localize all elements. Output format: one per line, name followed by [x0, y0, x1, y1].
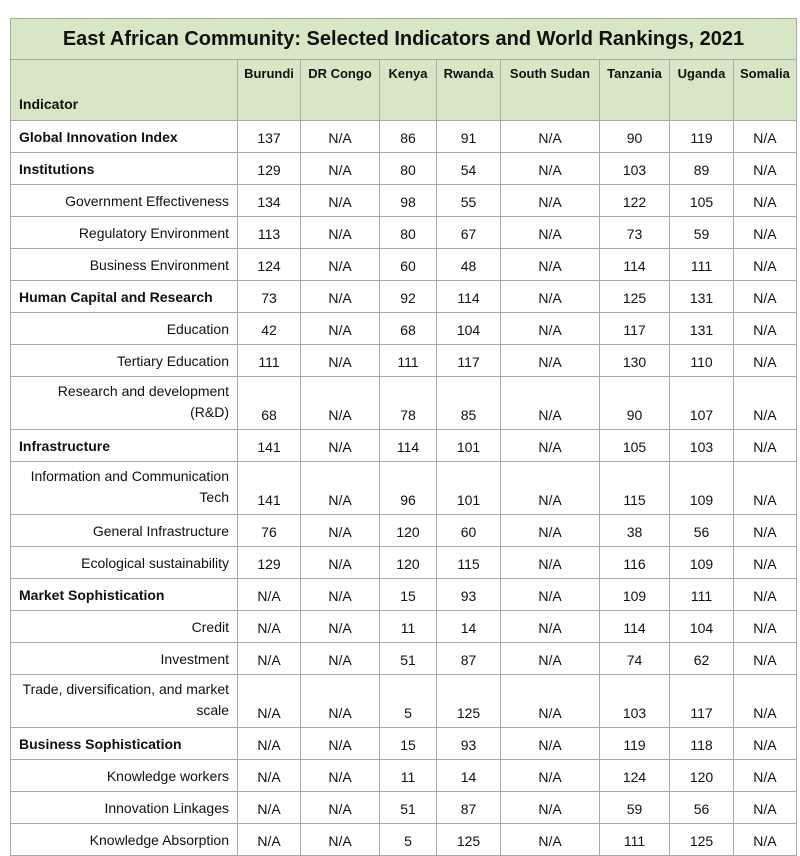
rank-cell: N/A [734, 824, 797, 856]
rank-cell: 60 [437, 515, 501, 547]
rank-cell: N/A [238, 760, 301, 792]
rank-cell: 91 [437, 121, 501, 153]
rank-cell: 101 [437, 462, 501, 515]
category-label: Global Innovation Index [11, 121, 238, 153]
rankings-table [10, 18, 797, 856]
rank-cell: 114 [600, 611, 670, 643]
rank-cell: N/A [501, 430, 600, 462]
rank-cell: N/A [238, 579, 301, 611]
table-row [11, 185, 797, 217]
rank-cell: N/A [301, 675, 380, 728]
rank-cell: N/A [734, 643, 797, 675]
rank-cell: 117 [600, 313, 670, 345]
table-row [11, 462, 797, 515]
table-row [11, 377, 797, 430]
rank-cell: 56 [670, 515, 734, 547]
indicator-label: Knowledge workers [11, 760, 238, 792]
rank-cell: N/A [501, 824, 600, 856]
rank-cell: 38 [600, 515, 670, 547]
rank-cell: 114 [380, 430, 437, 462]
rank-cell: N/A [734, 121, 797, 153]
table-row [11, 217, 797, 249]
rank-cell: 105 [600, 430, 670, 462]
rank-cell: 14 [437, 760, 501, 792]
rank-cell: N/A [501, 345, 600, 377]
rank-cell: 118 [670, 728, 734, 760]
rank-cell: 62 [670, 643, 734, 675]
rank-cell: N/A [301, 430, 380, 462]
rank-cell: 101 [437, 430, 501, 462]
indicator-label: General Infrastructure [11, 515, 238, 547]
rank-cell: 109 [600, 579, 670, 611]
table-row [11, 547, 797, 579]
column-header-dr-congo: DR Congo [301, 60, 380, 121]
rank-cell: N/A [734, 462, 797, 515]
rank-cell: 5 [380, 675, 437, 728]
rank-cell: N/A [301, 121, 380, 153]
rank-cell: 104 [670, 611, 734, 643]
rank-cell: 15 [380, 728, 437, 760]
rank-cell: N/A [734, 579, 797, 611]
rank-cell: 130 [600, 345, 670, 377]
rank-cell: N/A [501, 249, 600, 281]
rank-cell: N/A [734, 281, 797, 313]
rank-cell: 15 [380, 579, 437, 611]
category-label: Business Sophistication [11, 728, 238, 760]
column-header-uganda: Uganda [670, 60, 734, 121]
rank-cell: N/A [734, 675, 797, 728]
rank-cell: N/A [238, 792, 301, 824]
rank-cell: 134 [238, 185, 301, 217]
category-row [11, 430, 797, 462]
rank-cell: N/A [501, 579, 600, 611]
rank-cell: 124 [600, 760, 670, 792]
rank-cell: 103 [600, 153, 670, 185]
rank-cell: 78 [380, 377, 437, 430]
rank-cell: N/A [501, 643, 600, 675]
column-header-burundi: Burundi [238, 60, 301, 121]
rank-cell: 73 [600, 217, 670, 249]
rank-cell: N/A [301, 313, 380, 345]
rank-cell: N/A [734, 728, 797, 760]
table-row [11, 515, 797, 547]
rankings-table-container [10, 18, 797, 856]
category-row [11, 728, 797, 760]
rank-cell: 90 [600, 121, 670, 153]
rank-cell: N/A [238, 728, 301, 760]
table-row [11, 675, 797, 728]
rank-cell: 109 [670, 547, 734, 579]
rank-cell: 98 [380, 185, 437, 217]
rank-cell: N/A [238, 824, 301, 856]
rank-cell: 42 [238, 313, 301, 345]
rank-cell: 87 [437, 643, 501, 675]
category-row [11, 579, 797, 611]
rank-cell: N/A [501, 611, 600, 643]
rank-cell: N/A [301, 249, 380, 281]
rank-cell: N/A [734, 547, 797, 579]
category-row [11, 121, 797, 153]
rank-cell: 117 [437, 345, 501, 377]
rank-cell: 5 [380, 824, 437, 856]
rank-cell: 92 [380, 281, 437, 313]
rank-cell: 113 [238, 217, 301, 249]
rank-cell: 120 [380, 547, 437, 579]
indicator-label: Credit [11, 611, 238, 643]
rank-cell: N/A [734, 792, 797, 824]
indicator-label: Innovation Linkages [11, 792, 238, 824]
rank-cell: N/A [301, 185, 380, 217]
rank-cell: N/A [301, 153, 380, 185]
table-row [11, 643, 797, 675]
rank-cell: N/A [501, 217, 600, 249]
column-header-kenya: Kenya [380, 60, 437, 121]
table-row [11, 760, 797, 792]
rank-cell: N/A [501, 377, 600, 430]
rank-cell: 114 [437, 281, 501, 313]
indicator-label: Research and development (R&D) [11, 377, 238, 430]
rank-cell: N/A [301, 547, 380, 579]
category-label: Market Sophistication [11, 579, 238, 611]
table-row [11, 792, 797, 824]
table-row [11, 313, 797, 345]
rank-cell: 114 [600, 249, 670, 281]
rank-cell: 117 [670, 675, 734, 728]
rank-cell: 55 [437, 185, 501, 217]
rank-cell: 51 [380, 792, 437, 824]
column-header-row [11, 60, 797, 121]
table-row [11, 345, 797, 377]
rank-cell: N/A [301, 792, 380, 824]
indicator-label: Information and Communication Tech [11, 462, 238, 515]
rank-cell: N/A [238, 643, 301, 675]
rank-cell: N/A [501, 547, 600, 579]
rank-cell: 54 [437, 153, 501, 185]
rank-cell: N/A [501, 675, 600, 728]
rank-cell: N/A [238, 675, 301, 728]
rank-cell: 96 [380, 462, 437, 515]
column-header-rwanda: Rwanda [437, 60, 501, 121]
rank-cell: 111 [670, 249, 734, 281]
rank-cell: N/A [501, 760, 600, 792]
rank-cell: 125 [437, 824, 501, 856]
rank-cell: N/A [734, 515, 797, 547]
rank-cell: N/A [734, 760, 797, 792]
rank-cell: 115 [437, 547, 501, 579]
rank-cell: 125 [670, 824, 734, 856]
table-row [11, 249, 797, 281]
rank-cell: N/A [301, 728, 380, 760]
rank-cell: N/A [301, 345, 380, 377]
column-header-indicator: Indicator [11, 60, 238, 121]
rank-cell: 80 [380, 217, 437, 249]
rank-cell: 76 [238, 515, 301, 547]
category-label: Infrastructure [11, 430, 238, 462]
rank-cell: 93 [437, 579, 501, 611]
rank-cell: N/A [501, 313, 600, 345]
category-row [11, 281, 797, 313]
rank-cell: 11 [380, 760, 437, 792]
rank-cell: N/A [301, 281, 380, 313]
rank-cell: N/A [301, 824, 380, 856]
rank-cell: 89 [670, 153, 734, 185]
rank-cell: N/A [734, 249, 797, 281]
rank-cell: 87 [437, 792, 501, 824]
rank-cell: N/A [734, 611, 797, 643]
rank-cell: 80 [380, 153, 437, 185]
rank-cell: 111 [670, 579, 734, 611]
rank-cell: 11 [380, 611, 437, 643]
rank-cell: 141 [238, 430, 301, 462]
rank-cell: 110 [670, 345, 734, 377]
rank-cell: 85 [437, 377, 501, 430]
rank-cell: 120 [380, 515, 437, 547]
rank-cell: 109 [670, 462, 734, 515]
rank-cell: N/A [238, 611, 301, 643]
rank-cell: 115 [600, 462, 670, 515]
rank-cell: 51 [380, 643, 437, 675]
rank-cell: 86 [380, 121, 437, 153]
rank-cell: 120 [670, 760, 734, 792]
rank-cell: 68 [238, 377, 301, 430]
rank-cell: 137 [238, 121, 301, 153]
rank-cell: 60 [380, 249, 437, 281]
table-row [11, 611, 797, 643]
rank-cell: 93 [437, 728, 501, 760]
column-header-tanzania: Tanzania [600, 60, 670, 121]
category-row [11, 153, 797, 185]
rank-cell: 131 [670, 313, 734, 345]
indicator-label: Government Effectiveness [11, 185, 238, 217]
indicator-label: Tertiary Education [11, 345, 238, 377]
table-body [11, 121, 797, 856]
rank-cell: N/A [301, 643, 380, 675]
rank-cell: N/A [501, 281, 600, 313]
rank-cell: 14 [437, 611, 501, 643]
rank-cell: N/A [734, 430, 797, 462]
rank-cell: 125 [437, 675, 501, 728]
rank-cell: 141 [238, 462, 301, 515]
rank-cell: 103 [600, 675, 670, 728]
rank-cell: N/A [501, 121, 600, 153]
table-title: East African Community: Selected Indicators and World Rankings, 2021 [11, 19, 797, 60]
rank-cell: N/A [501, 185, 600, 217]
rank-cell: 107 [670, 377, 734, 430]
indicator-label: Ecological sustainability [11, 547, 238, 579]
category-label: Human Capital and Research [11, 281, 238, 313]
rank-cell: N/A [301, 462, 380, 515]
rank-cell: N/A [734, 217, 797, 249]
rank-cell: 105 [670, 185, 734, 217]
rank-cell: 59 [670, 217, 734, 249]
rank-cell: 116 [600, 547, 670, 579]
column-header-south-sudan: South Sudan [501, 60, 600, 121]
rank-cell: 122 [600, 185, 670, 217]
rank-cell: 131 [670, 281, 734, 313]
rank-cell: 111 [600, 824, 670, 856]
rank-cell: N/A [301, 377, 380, 430]
rank-cell: 111 [238, 345, 301, 377]
rank-cell: N/A [301, 217, 380, 249]
column-header-somalia: Somalia [734, 60, 797, 121]
rank-cell: N/A [734, 377, 797, 430]
rank-cell: N/A [301, 611, 380, 643]
indicator-label: Regulatory Environment [11, 217, 238, 249]
rank-cell: N/A [501, 515, 600, 547]
rank-cell: 59 [600, 792, 670, 824]
rank-cell: 67 [437, 217, 501, 249]
rank-cell: 129 [238, 547, 301, 579]
rank-cell: N/A [734, 313, 797, 345]
rank-cell: N/A [734, 153, 797, 185]
indicator-label: Trade, diversification, and market scale [11, 675, 238, 728]
rank-cell: 125 [600, 281, 670, 313]
rank-cell: N/A [301, 579, 380, 611]
indicator-label: Business Environment [11, 249, 238, 281]
rank-cell: 48 [437, 249, 501, 281]
rank-cell: N/A [734, 185, 797, 217]
rank-cell: 74 [600, 643, 670, 675]
rank-cell: 119 [670, 121, 734, 153]
rank-cell: 119 [600, 728, 670, 760]
rank-cell: 111 [380, 345, 437, 377]
rank-cell: N/A [501, 153, 600, 185]
rank-cell: 68 [380, 313, 437, 345]
rank-cell: N/A [301, 760, 380, 792]
category-label: Institutions [11, 153, 238, 185]
rank-cell: 90 [600, 377, 670, 430]
rank-cell: 56 [670, 792, 734, 824]
rank-cell: N/A [501, 462, 600, 515]
rank-cell: 73 [238, 281, 301, 313]
indicator-label: Education [11, 313, 238, 345]
rank-cell: 103 [670, 430, 734, 462]
rank-cell: 129 [238, 153, 301, 185]
rank-cell: N/A [734, 345, 797, 377]
rank-cell: N/A [501, 728, 600, 760]
rank-cell: N/A [301, 515, 380, 547]
indicator-label: Investment [11, 643, 238, 675]
indicator-label: Knowledge Absorption [11, 824, 238, 856]
rank-cell: N/A [501, 792, 600, 824]
rank-cell: 124 [238, 249, 301, 281]
table-row [11, 824, 797, 856]
rank-cell: 104 [437, 313, 501, 345]
